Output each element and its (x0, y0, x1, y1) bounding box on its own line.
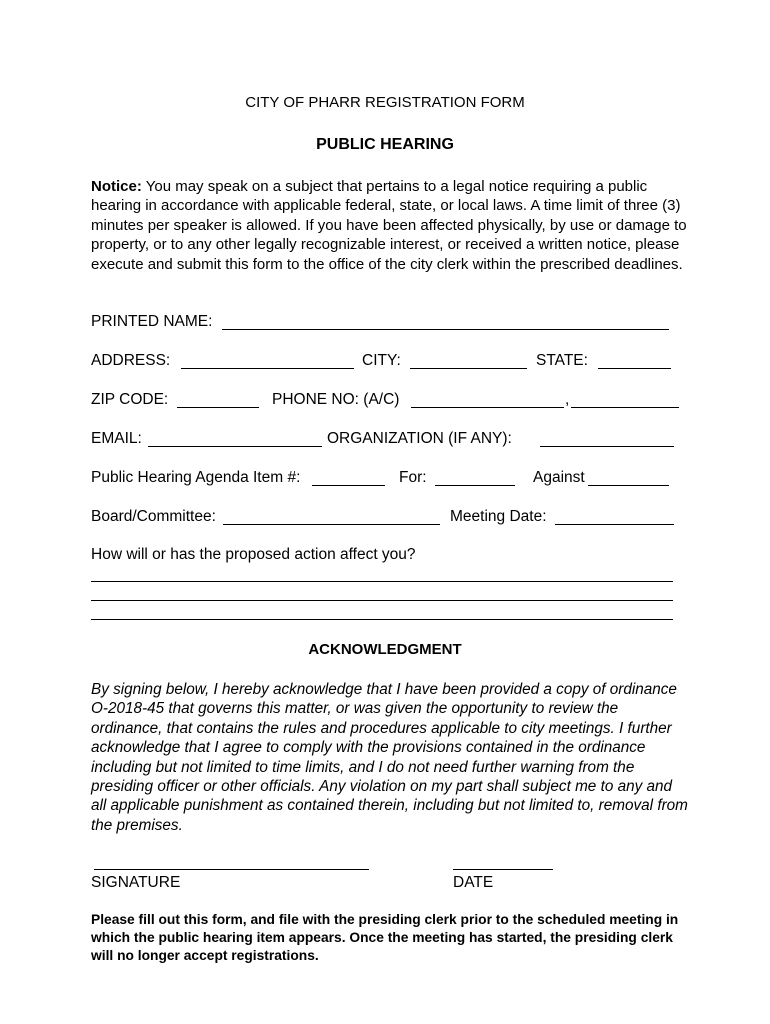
affect-question-label: How will or has the proposed action affect you? (91, 546, 416, 563)
notice-text: You may speak on a subject that pertains to a legal notice requiring a public hearing in accordance with applicable federal, state, or local laws. A time limit of three (3) minutes per speaker is allowed. If you have been affected physically, by use or damage to property, or to any other legally recognizable interest, or received a written notice, please execute and submit this form to the office of the city clerk within the prescribed deadlines. (91, 178, 687, 273)
address-label: ADDRESS: (91, 352, 171, 369)
affect-answer-line-1[interactable] (91, 581, 673, 582)
acknowledgment-title: ACKNOWLEDGMENT (308, 641, 462, 658)
footer-instructions: Please fill out this form, and file with the presiding clerk prior to the scheduled meeting in which the public hearing item appears. Once the meeting has started, the presiding clerk will no longer accept registrations. (91, 912, 679, 963)
printed-name-label: PRINTED NAME: (91, 313, 213, 330)
agenda-item-label: Public Hearing Agenda Item #: (91, 469, 301, 486)
notice-label: Notice: (91, 178, 142, 195)
affect-answer-line-2[interactable] (91, 600, 673, 601)
meeting-date-label: Meeting Date: (450, 508, 547, 525)
email-field[interactable] (148, 446, 322, 447)
state-field[interactable] (598, 368, 671, 369)
affect-answer-line-3[interactable] (91, 619, 673, 620)
email-label: EMAIL: (91, 430, 142, 447)
zip-code-label: ZIP CODE: (91, 391, 169, 408)
board-committee-field[interactable] (223, 524, 440, 525)
agenda-item-field[interactable] (312, 485, 385, 486)
phone-number-field[interactable] (571, 407, 679, 408)
phone-separator: , (565, 391, 570, 408)
city-label: CITY: (362, 352, 401, 369)
notice-paragraph (91, 177, 691, 274)
organization-field[interactable] (540, 446, 674, 447)
address-field[interactable] (181, 368, 354, 369)
date-label: DATE (453, 874, 494, 891)
against-label: Against (533, 469, 585, 486)
signature-label: SIGNATURE (91, 874, 181, 891)
date-field[interactable] (453, 869, 553, 870)
phone-label: PHONE NO: (A/C) (272, 391, 400, 408)
form-title: CITY OF PHARR REGISTRATION FORM (245, 94, 525, 111)
city-field[interactable] (410, 368, 527, 369)
form-subtitle: PUBLIC HEARING (316, 136, 454, 153)
printed-name-field[interactable] (222, 329, 669, 330)
meeting-date-field[interactable] (555, 524, 674, 525)
phone-area-code-field[interactable] (411, 407, 564, 408)
signature-field[interactable] (94, 869, 369, 870)
against-field[interactable] (588, 485, 669, 486)
acknowledgment-text: By signing below, I hereby acknowledge that I have been provided a copy of ordinance O-2018-45 that governs this matter, or was given the opportunity to review the ordinance, that contains the rules and procedures applicable to city meetings. I further acknowledge that I agree to comply with the provisions contained in the ordinance including but not limited to time limits, and I do not need further warning from the presiding officer or other officials. Any violation on my part shall subject me to any and all applicable punishment as contained therein, including but not limited to, removal from the premises. (91, 681, 688, 834)
state-label: STATE: (536, 352, 588, 369)
board-committee-label: Board/Committee: (91, 508, 216, 525)
for-field[interactable] (435, 485, 515, 486)
for-label: For: (399, 469, 427, 486)
organization-label: ORGANIZATION (IF ANY): (327, 430, 512, 447)
zip-code-field[interactable] (177, 407, 259, 408)
